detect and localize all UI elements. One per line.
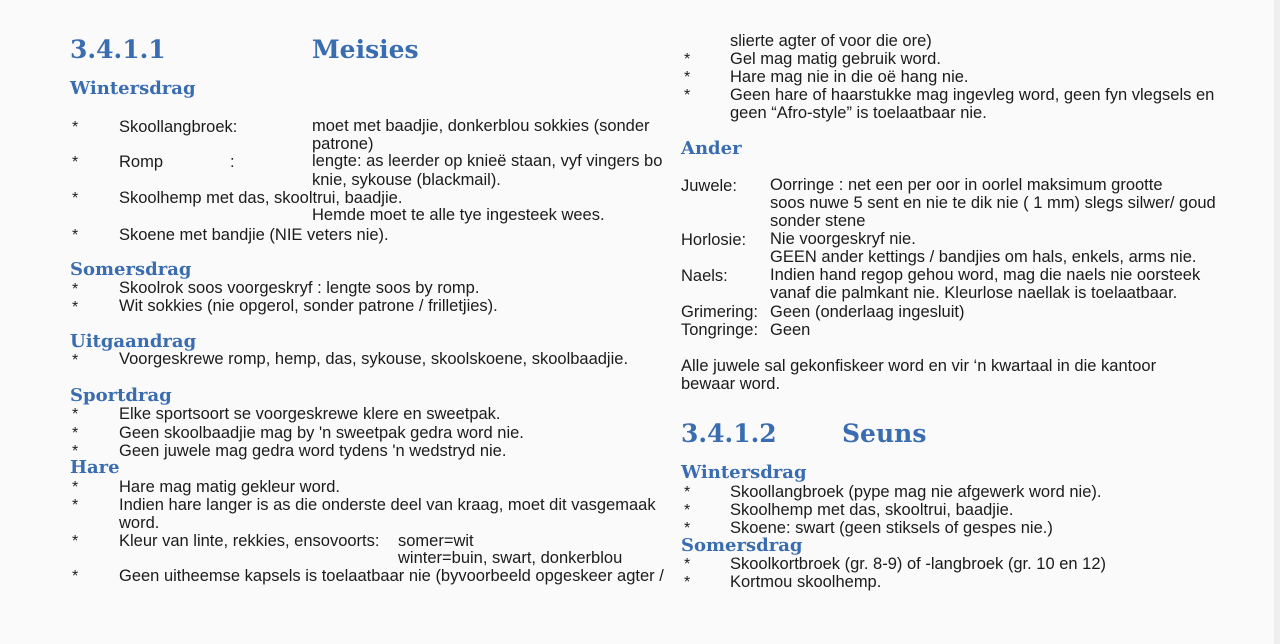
hair-cont: slierte agter of voor die ore) xyxy=(730,32,932,50)
boys-winter-item: Skoene: swart (geen stiksels of gespes nie.) xyxy=(730,519,1053,537)
other-value: Indien hand regop gehou word, mag die naels nie oorsteek xyxy=(770,266,1201,284)
boys-summer-item: Kortmou skoolhemp. xyxy=(730,573,882,591)
bullet: * xyxy=(72,119,79,136)
summer-item: Wit sokkies (nie opgerol, sonder patrone / frilletjies). xyxy=(119,297,498,315)
hair-item: Gel mag matig gebruik word. xyxy=(730,50,941,68)
winter-item-value-cont: patrone) xyxy=(312,135,374,153)
bullet: * xyxy=(72,497,79,514)
heading-title-boys: Seuns xyxy=(842,419,927,448)
winter-item-value: lengte: as leerder op knieë staan, vyf vingers bo xyxy=(312,152,663,170)
bullet: * xyxy=(72,227,79,244)
other-label: Naels: xyxy=(681,267,728,285)
bullet: * xyxy=(684,574,691,591)
section-winter-girls: Wintersdrag xyxy=(70,78,196,99)
bullet: * xyxy=(684,502,691,519)
outgoing-item: Voorgeskrewe romp, hemp, das, sykouse, skoolskoene, skoolbaadjie. xyxy=(119,350,629,368)
hair-item: Indien hare langer is as die onderste deel van kraag, moet dit vasgemaak xyxy=(119,496,656,514)
bullet: * xyxy=(684,51,691,68)
bullet: * xyxy=(72,443,79,460)
sport-item: Geen juwele mag gedra word tydens 'n wedstryd nie. xyxy=(119,442,507,460)
other-value: Geen (onderlaag ingesluit) xyxy=(770,303,965,321)
bullet: * xyxy=(72,352,79,369)
summer-item: Skoolrok soos voorgeskryf : lengte soos by romp. xyxy=(119,279,480,297)
section-outgoing-girls: Uitgaandrag xyxy=(70,331,197,352)
winter-item-value: moet met baadjie, donkerblou sokkies (sonder xyxy=(312,117,650,135)
boys-summer-item: Skoolkortbroek (gr. 8-9) of -langbroek (gr. 10 en 12) xyxy=(730,555,1107,573)
hair-item-value: winter=buin, swart, donkerblou xyxy=(398,549,623,567)
winter-item: Skoene met bandjie (NIE veters nie). xyxy=(119,226,389,244)
other-value-cont: GEEN ander kettings / bandjies om hals, enkels, arms nie. xyxy=(770,248,1197,266)
bullet: * xyxy=(72,299,79,316)
hair-item: Geen hare of haarstukke mag ingevleg word, geen fyn vlegsels en xyxy=(730,86,1215,104)
section-summer-girls: Somersdrag xyxy=(70,259,192,280)
other-value: Oorringe : net een per oor in oorlel maksimum grootte xyxy=(770,176,1163,194)
sport-item: Geen skoolbaadjie mag by 'n sweetpak gedra word nie. xyxy=(119,424,524,442)
heading-number-boys: 3.4.1.2 xyxy=(681,419,777,448)
bullet: * xyxy=(72,154,79,171)
jewel-note: Alle juwele sal gekonfiskeer word en vir ‘n kwartaal in die kantoor xyxy=(681,357,1157,375)
other-value-cont: sonder stene xyxy=(770,212,866,230)
bullet: * xyxy=(72,479,79,496)
section-summer-boys: Somersdrag xyxy=(681,535,803,556)
bullet: * xyxy=(72,190,79,207)
bullet: * xyxy=(684,87,691,104)
bullet: * xyxy=(72,533,79,550)
boys-winter-item: Skoolhemp met das, skooltrui, baadjie. xyxy=(730,501,1014,519)
winter-item-cont: Hemde moet te alle tye ingesteek wees. xyxy=(312,206,605,224)
other-label: Grimering: xyxy=(681,303,759,321)
hair-item: Geen uitheemse kapsels is toelaatbaar nie (byvoorbeeld opgeskeer agter / xyxy=(119,567,664,585)
page-edge xyxy=(1274,0,1280,644)
bullet: * xyxy=(684,69,691,86)
hair-item-cont: geen “Afro-style” is toelaatbaar nie. xyxy=(730,104,987,122)
heading-number-girls: 3.4.1.1 xyxy=(70,35,166,64)
winter-item: Skoolhemp met das, skooltrui, baadjie. xyxy=(119,189,403,207)
bullet: * xyxy=(72,425,79,442)
sport-item: Elke sportsoort se voorgeskrewe klere en sweetpak. xyxy=(119,405,501,423)
other-value-cont: vanaf die palmkant nie. Kleurlose naellak is toelaatbaar. xyxy=(770,284,1178,302)
hair-item-value: somer=wit xyxy=(398,532,474,550)
other-value: Geen xyxy=(770,321,811,339)
other-label: Juwele: xyxy=(681,177,737,195)
winter-item-label: Romp xyxy=(119,153,164,171)
winter-item-value-cont: knie, sykouse (blackmail). xyxy=(312,171,501,189)
section-hair-girls: Hare xyxy=(70,457,120,478)
boys-winter-item: Skoollangbroek (pype mag nie afgewerk word nie). xyxy=(730,483,1102,501)
hair-item: Hare mag matig gekleur word. xyxy=(119,478,341,496)
winter-item-label: Skoollangbroek: xyxy=(119,118,238,136)
bullet: * xyxy=(72,406,79,423)
hair-item-cont: word. xyxy=(119,514,160,532)
bullet: * xyxy=(72,281,79,298)
other-label: Tongringe: xyxy=(681,321,759,339)
bullet: * xyxy=(684,484,691,501)
other-value: Nie voorgeskryf nie. xyxy=(770,230,916,248)
winter-item-colon: : xyxy=(230,153,235,171)
other-value-cont: soos nuwe 5 sent en nie te dik nie ( 1 mm) slegs silwer/ goud xyxy=(770,194,1216,212)
hair-item-label: Kleur van linte, rekkies, ensovoorts: xyxy=(119,532,380,550)
jewel-note-cont: bewaar word. xyxy=(681,375,781,393)
other-label: Horlosie: xyxy=(681,231,747,249)
bullet: * xyxy=(72,568,79,585)
section-sport-girls: Sportdrag xyxy=(70,385,172,406)
bullet: * xyxy=(684,556,691,573)
section-winter-boys: Wintersdrag xyxy=(681,462,807,483)
heading-title-girls: Meisies xyxy=(312,35,419,64)
bullet: * xyxy=(684,520,691,537)
hair-item: Hare mag nie in die oë hang nie. xyxy=(730,68,969,86)
section-other: Ander xyxy=(681,138,742,159)
